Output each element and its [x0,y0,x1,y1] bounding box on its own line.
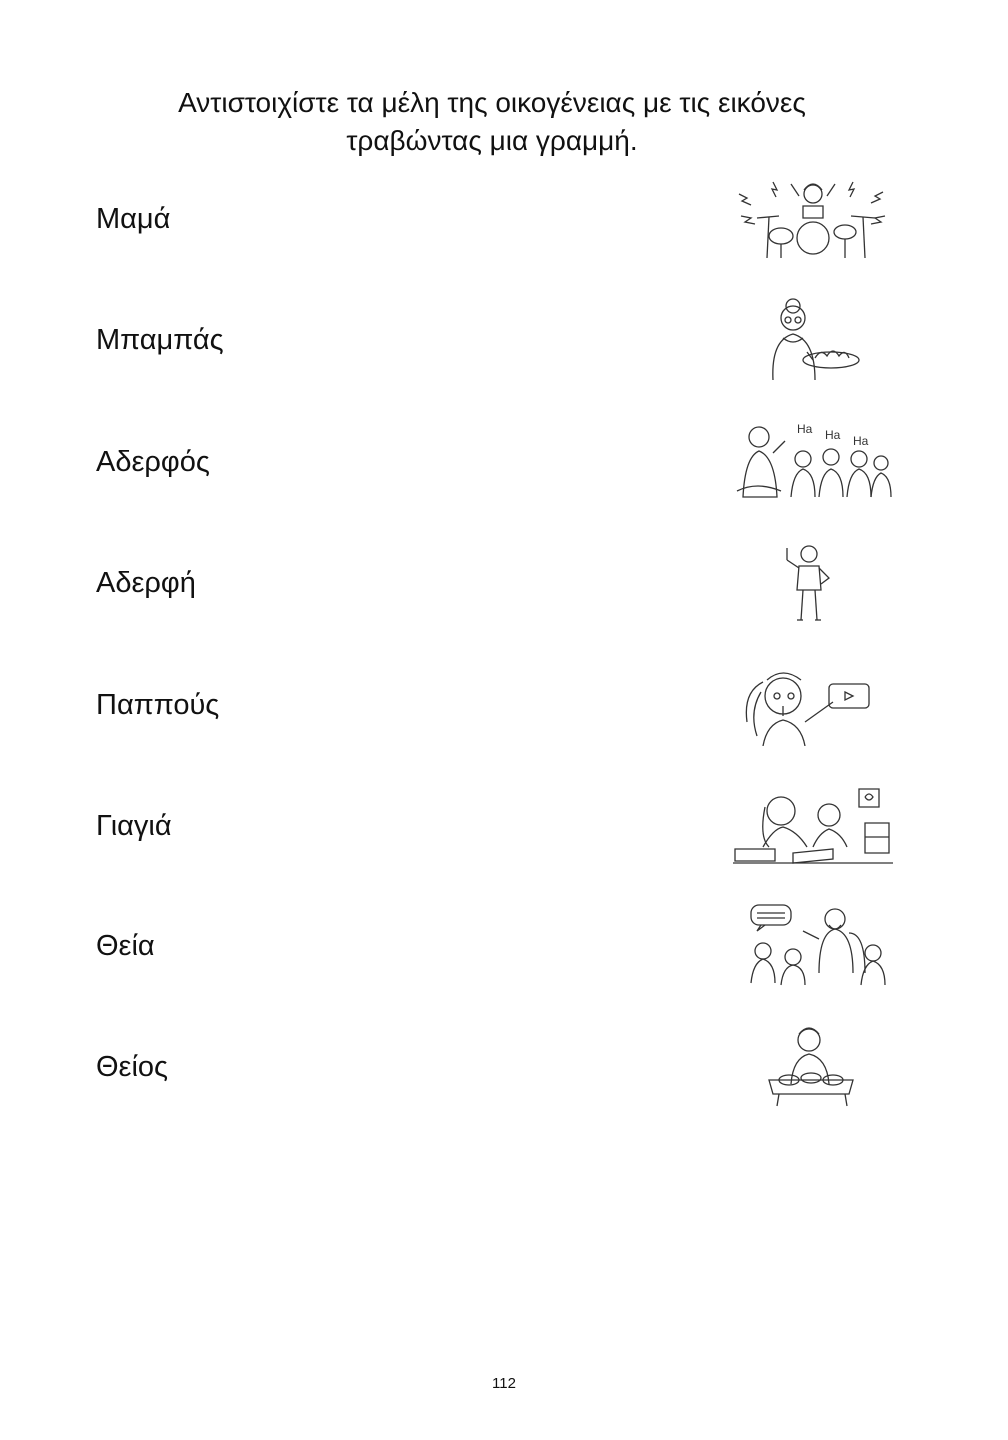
girl-taking-selfie-icon[interactable] [733,662,893,746]
laugh-text-1: Ha [797,422,813,436]
laugh-text-2: Ha [825,428,841,442]
word-aderfos[interactable]: Αδερφός [96,446,210,478]
woman-with-food-tray-icon[interactable] [733,1024,893,1108]
word-aderfi[interactable]: Αδερφή [96,567,196,599]
mother-helping-homework-icon[interactable] [733,783,893,867]
grandfather-telling-story-icon[interactable] [733,903,893,987]
word-theia[interactable]: Θεία [96,930,155,962]
page-number: 112 [492,1375,516,1392]
instructions [100,84,884,160]
instructions-line-2: τραβώντας μια γραμμή. [346,125,638,156]
children-laughing-icon[interactable] [733,419,893,503]
man-pointing-icon[interactable] [733,540,893,624]
drummer-icon[interactable] [733,176,893,260]
word-theios[interactable]: Θείος [96,1051,169,1083]
word-pappous[interactable]: Παππούς [96,689,220,721]
word-giagia[interactable]: Γιαγιά [96,810,172,842]
word-mama[interactable]: Μαμά [96,203,171,235]
laugh-text-3: Ha [853,434,869,448]
word-babas[interactable]: Μπαμπάς [96,324,224,356]
grandmother-with-tray-icon[interactable] [733,296,893,380]
instructions-line-1: Αντιστοιχίστε τα μέλη της οικογένειας με τις εικόνες [178,87,806,118]
